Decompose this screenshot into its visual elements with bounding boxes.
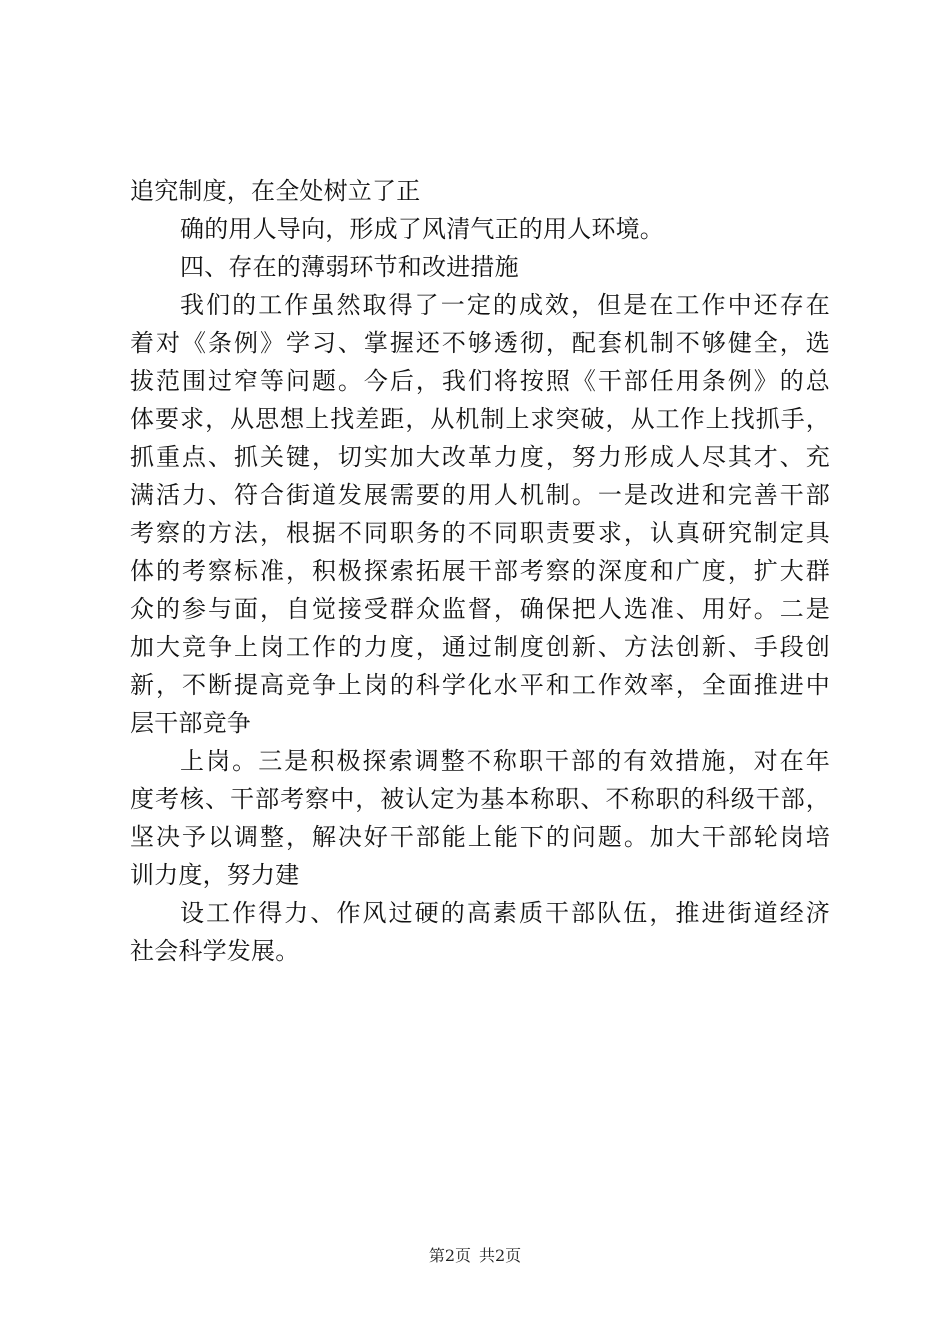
text-line-10: 考察的方法，根据不同职务的不同职责要求，认真研究制定具	[130, 519, 830, 547]
text-line-6: 拔范围过窄等问题。今后，我们将按照《干部任用条例》的总	[130, 367, 830, 395]
text-line-13: 加大竞争上岗工作的力度，通过制度创新、方法创新、手段创	[130, 633, 830, 661]
section-heading: 四、存在的薄弱环节和改进措施	[180, 253, 519, 281]
text-line-17: 度考核、干部考察中，被认定为基本称职、不称职的科级干部，	[130, 785, 830, 813]
text-line-8: 抓重点、抓关键，切实加大改革力度，努力形成人尽其才、充	[130, 443, 830, 471]
text-line-1: 追究制度，在全处树立了正	[130, 177, 421, 205]
text-line-20: 设工作得力、作风过硬的高素质干部队伍，推进街道经济	[180, 899, 830, 927]
text-line-4: 我们的工作虽然取得了一定的成效，但是在工作中还存在	[180, 291, 830, 319]
text-line-18: 坚决予以调整，解决好干部能上能下的问题。加大干部轮岗培	[130, 823, 830, 851]
document-body	[130, 172, 830, 970]
text-line-21: 社会科学发展。	[130, 937, 300, 965]
text-line-12: 众的参与面，自觉接受群众监督，确保把人选准、用好。二是	[130, 595, 830, 623]
text-line-5: 着对《条例》学习、掌握还不够透彻，配套机制不够健全，选	[130, 329, 830, 357]
text-line-16: 上岗。三是积极探索调整不称职干部的有效措施，对在年	[180, 747, 830, 775]
text-line-9: 满活力、符合街道发展需要的用人机制。一是改进和完善干部	[130, 481, 830, 509]
page-number: 第2页	[428, 1246, 471, 1265]
text-line-15: 层干部竞争	[130, 709, 251, 737]
text-line-14: 新，不断提高竞争上岗的科学化水平和工作效率，全面推进中	[130, 671, 830, 699]
text-line-11: 体的考察标准，积极探索拓展干部考察的深度和广度，扩大群	[130, 557, 830, 585]
text-line-2: 确的用人导向，形成了风清气正的用人环境。	[180, 215, 664, 243]
text-line-7: 体要求，从思想上找差距，从机制上求突破，从工作上找抓手，	[130, 405, 830, 433]
page-footer	[0, 1246, 950, 1266]
page-total: 共2页	[479, 1246, 522, 1265]
text-line-19: 训力度，努力建	[130, 861, 300, 889]
